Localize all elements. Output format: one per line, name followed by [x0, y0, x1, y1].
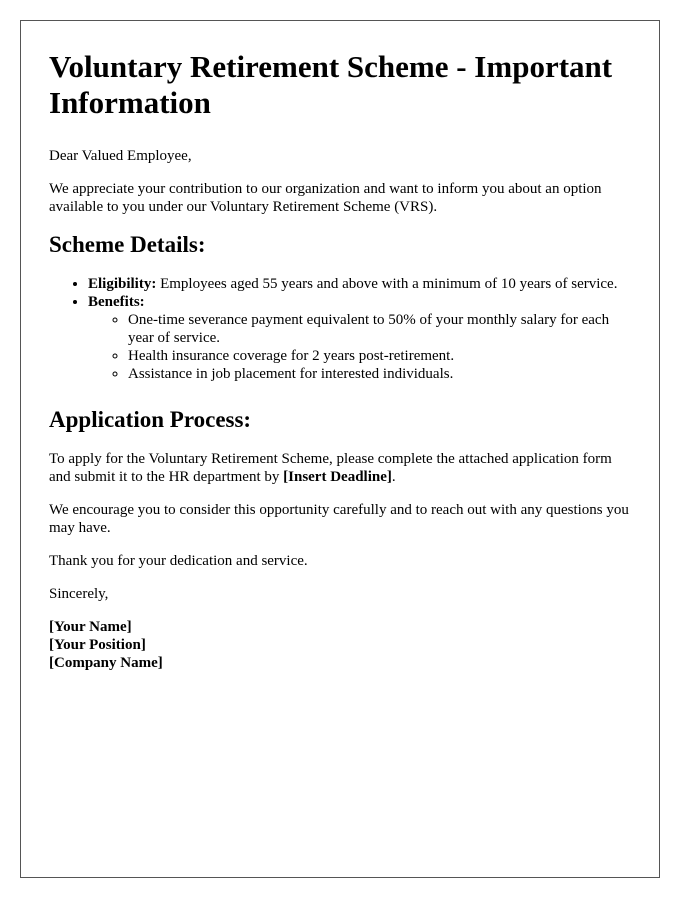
benefits-label: Benefits: — [88, 294, 145, 310]
letter-container — [20, 20, 660, 878]
signature-company: [Company Name] — [49, 655, 163, 671]
signature-block — [49, 618, 631, 672]
greeting: Dear Valued Employee, — [49, 148, 192, 164]
deadline-placeholder: [Insert Deadline] — [283, 469, 392, 485]
intro-paragraph: We appreciate your contribution to our organization and want to inform you about an option available to you under our Voluntary Retirement Scheme (VRS). — [49, 181, 602, 215]
scheme-details-heading: Scheme Details: — [49, 232, 206, 257]
signature-name: [Your Name] — [49, 619, 132, 635]
scheme-details-list — [49, 275, 631, 383]
application-text-end: . — [391, 469, 396, 485]
thanks-paragraph: Thank you for your dedication and service. — [49, 553, 308, 569]
benefit-item: ◦ One-time severance payment equivalent to 50% of your monthly salary for each year of service. — [128, 311, 631, 347]
encourage-paragraph: We encourage you to consider this opportunity carefully and to reach out with any questions you may have. — [49, 502, 629, 536]
eligibility-item — [88, 275, 631, 293]
application-text: To apply for the Voluntary Retirement Scheme, please complete the attached application form and submit it to the HR department by — [49, 451, 612, 485]
benefits-list — [88, 311, 631, 383]
application-process-heading: Application Process: — [49, 407, 252, 432]
benefit-item: ◦ Health insurance coverage for 2 years post-retirement. — [128, 347, 631, 365]
closing: Sincerely, — [49, 586, 109, 602]
application-paragraph — [49, 450, 631, 486]
benefit-item: ◦ Assistance in job placement for interested individuals. — [128, 365, 631, 383]
signature-position: [Your Position] — [49, 637, 146, 653]
benefits-item — [88, 293, 631, 383]
letter-title: Voluntary Retirement Scheme - Important Information — [49, 49, 613, 120]
eligibility-label: Eligibility: — [88, 276, 157, 292]
eligibility-text: Employees aged 55 years and above with a minimum of 10 years of service. — [156, 276, 618, 292]
